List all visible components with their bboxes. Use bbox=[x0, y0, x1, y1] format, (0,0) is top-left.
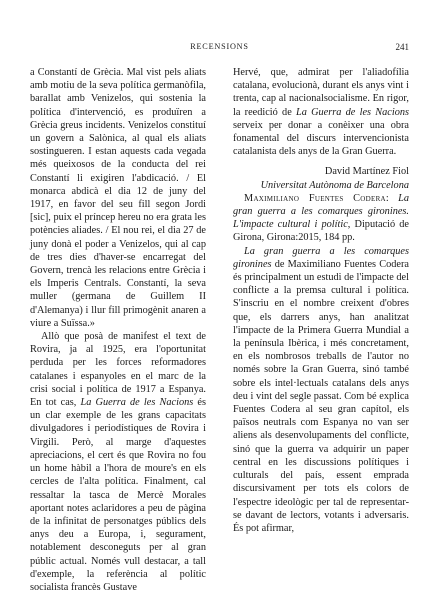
book-title-italic: La Guerra de les Nacions bbox=[296, 106, 410, 118]
review-heading: Maximiliano Fuentes Codera: La gran guerra a les comarques gironines. L'impacte cultural i polític, Diputació de Girona, Girona:2015, 184 pp. bbox=[233, 192, 409, 244]
review-publication-details: , Diputació de Girona, Girona:2015, 184 pp. bbox=[233, 219, 409, 244]
paragraph-text: Hervé, que, admirat per l'aliadofília catalana, evolucionà, durant els anys vint i trenta, cap al nacionalsocialisme. En rigor, la reedició de bbox=[233, 67, 409, 118]
review-body-paragraph bbox=[233, 245, 409, 535]
reviewer-affiliation: Universitat Autònoma de Barcelona bbox=[260, 179, 409, 191]
review-author: Maximiliano Fuentes Codera bbox=[244, 192, 386, 204]
reviewer-signature bbox=[233, 165, 409, 191]
paragraph-commentary bbox=[30, 330, 206, 594]
paragraph-text: de Maximiliano Fuentes Codera és principalment un estudi de l'impacte del conflicte a la premsa cultural i política. S'inscriu en el nombre creixent d'obres que, els darrers anys, han analitzat l'impacte de la Primera Guerra Mundial a la península Ibèrica, i més concretament, en els nombrosos treballs de l'autor no només sobre la Gran Guerra, sinó també sobre els intel·lectuals catalans dels anys deu i vint del segle passat. Com bé explica Fuentes Codera al seu gran capítol, els països neutrals com Espanya no van ser aliens als desenvolupaments del conflicte, sinó que la guerra va adquirir un paper central en les discussions polítiques i culturals del país, essent emprada discursivament per tots els colors de l'espectre ideològic per tal de representar-se davant de lectors, votants i adversaris. És pot afirmar, bbox=[233, 258, 409, 534]
paragraph-text: Allò que posà de manifest el text de Rovira, ja al 1925, era l'oportunitat perduda per les forces reformadores catalanes i espanyoles en el marc de la crisi social i política de 1917 a Espanya. En tot cas, bbox=[30, 331, 206, 409]
page-number: 241 bbox=[395, 42, 409, 52]
book-title-italic: La Guerra de les Nacions bbox=[80, 397, 194, 409]
paragraph-conclusion bbox=[233, 66, 409, 158]
review-book-title: La gran guerra a les comarques gironines. L'impacte cultural i polític bbox=[233, 192, 409, 231]
right-column bbox=[233, 66, 409, 535]
paragraph-text: és un clar exemple de les grans capacitats divulgadores i periodístiques de Rovira i Virgili. Però, al marge d'aquestes apreciacions, el cert és que Rovira no fou un home hàbil a l'hora de moure's en els cercles de l'alta política. Finalment, cal ressaltar la tasca de Mercè Morales aportant notes aclaridores a peu de pàgina de la infinitat de personatges públics dels anys deu a Europa, i, segurament, notablement desconeguts per al gran públic actual. Només vull destacar, a tall d'exemple, la referència al polític socialista francès Gustave bbox=[30, 397, 206, 593]
book-title-italic: La gran guerra a les comarques gironines bbox=[233, 245, 409, 270]
reviewer-name: David Martínez Fiol bbox=[324, 166, 409, 178]
left-column bbox=[30, 66, 206, 594]
running-title: RECENSIONS bbox=[190, 42, 249, 51]
running-header bbox=[30, 42, 409, 56]
paragraph-text: serveix per donar a conèixer una obra fonamental del discurs intervencionista catalanista dels anys de la Gran Guerra. bbox=[233, 119, 409, 158]
paragraph-quote-continuation: a Constantí de Grècia. Mal vist pels aliats amb motiu de la seva política germanòfila, barallat amb Venizelos, qui sostenia la política d'intervenció, es produïren a Grècia greus incidents. Venizelos constituí un govern a Salònica, al qual els aliats sostingueren. I estan aquests cada vegada més queixosos de la conducta del rei Constantí li exigiren l'abdicació. / El monarca abdicà el dia 12 de juny del 1917, en favor del seu fill segon Jordi [sic], puix el príncep hereu no era grata les potències aliades. / El nou rei, el dia 27 de juny donà el poder a Venizelos, qui al cap de tres dies d'haver-se encarregat del Govern, trencà les relacions entre Grècia i els Imperis Centrals. Constantí, la seva muller (germana de Guillem II d'Alemanya) i llur fill primogènit anaren a viure a Suïssa.» bbox=[30, 67, 206, 329]
